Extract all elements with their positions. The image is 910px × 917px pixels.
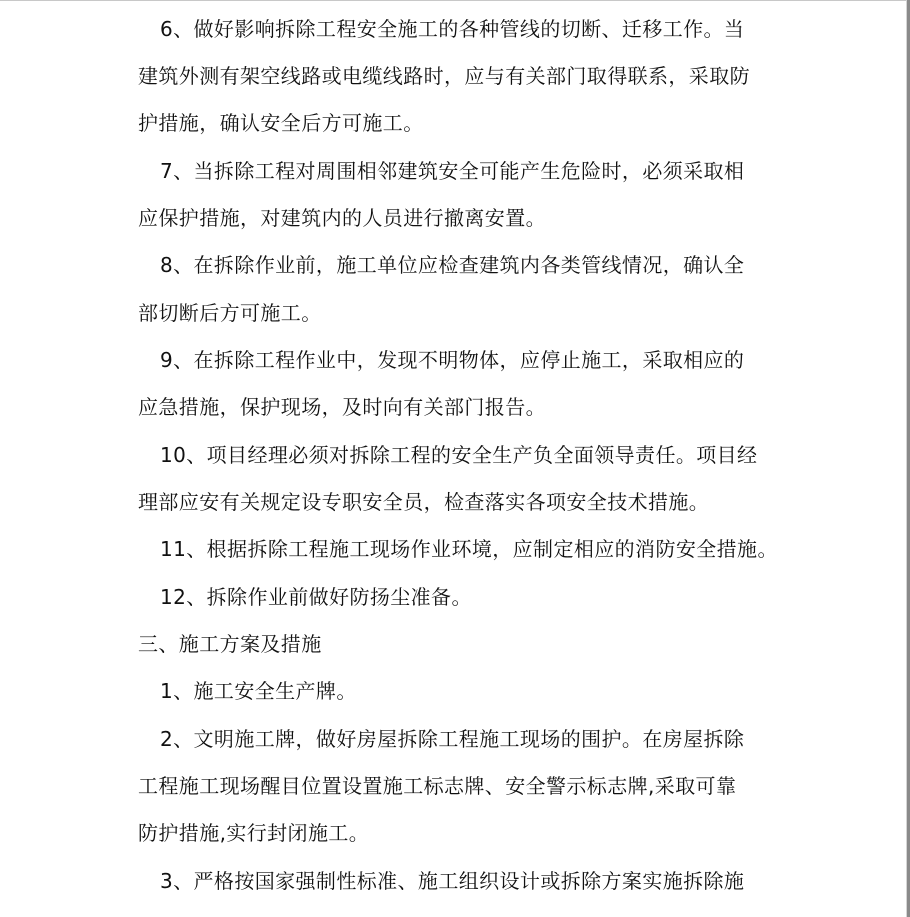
item-7-line-2: 应保护措施，对建筑内的人员进行撤离安置。 bbox=[138, 206, 546, 230]
page-top-border bbox=[0, 0, 910, 1]
item-8-line-2: 部切断后方可施工。 bbox=[138, 301, 322, 325]
item-10-line-1: 10、项目经理必须对拆除工程的安全生产负全面领导责任。项目经 bbox=[160, 443, 758, 467]
plan-3-line-1: 3、严格按国家强制性标准、施工组织设计或拆除方案实施拆除施 bbox=[160, 869, 745, 893]
item-9-line-2: 应急措施，保护现场，及时向有关部门报告。 bbox=[138, 395, 546, 419]
item-9-line-1: 9、在拆除工程作业中，发现不明物体，应停止施工，采取相应的 bbox=[160, 348, 745, 372]
item-6-line-3: 护措施，确认安全后方可施工。 bbox=[138, 111, 424, 135]
item-6-line-1: 6、做好影响拆除工程安全施工的各种管线的切断、迁移工作。当 bbox=[160, 17, 745, 41]
item-11-line-1: 11、根据拆除工程施工现场作业环境，应制定相应的消防安全措施。 bbox=[160, 537, 778, 561]
item-10-line-2: 理部应安有关规定设专职安全员，检查落实各项安全技术措施。 bbox=[138, 490, 710, 514]
section-heading: 三、施工方案及措施 bbox=[138, 632, 322, 656]
plan-2-line-2: 工程施工现场醒目位置设置施工标志牌、安全警示标志牌,采取可靠 bbox=[138, 774, 737, 798]
plan-1-line-1: 1、施工安全生产牌。 bbox=[160, 679, 357, 703]
item-12-line-1: 12、拆除作业前做好防扬尘准备。 bbox=[160, 585, 472, 609]
plan-2-line-3: 防护措施,实行封闭施工。 bbox=[138, 821, 370, 845]
item-8-line-1: 8、在拆除作业前，施工单位应检查建筑内各类管线情况，确认全 bbox=[160, 253, 745, 277]
item-6-line-2: 建筑外测有架空线路或电缆线路时，应与有关部门取得联系，采取防 bbox=[138, 64, 750, 88]
plan-2-line-1: 2、文明施工牌，做好房屋拆除工程施工现场的围护。在房屋拆除 bbox=[160, 727, 745, 751]
item-7-line-1: 7、当拆除工程对周围相邻建筑安全可能产生危险时，必须采取相 bbox=[160, 159, 745, 183]
